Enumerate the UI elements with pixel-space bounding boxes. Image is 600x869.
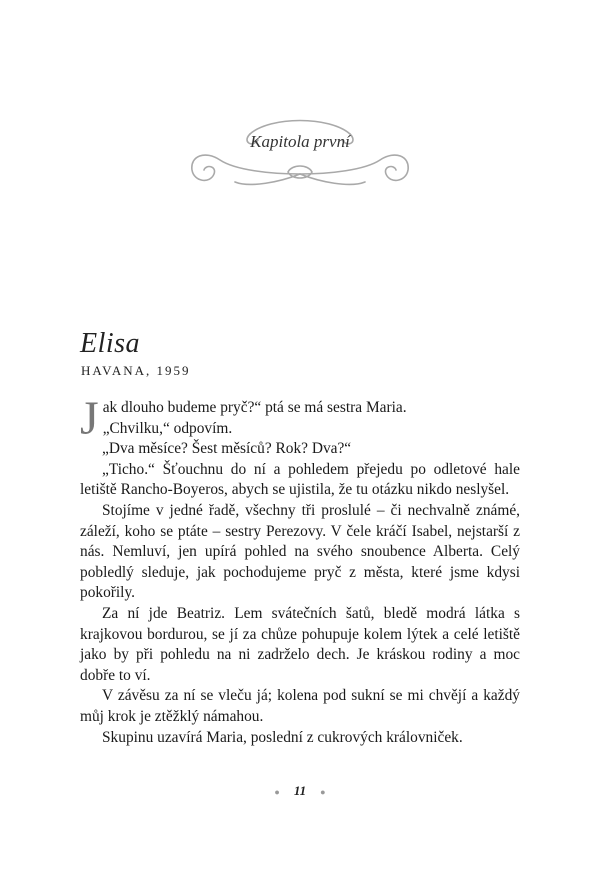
dot-ornament-icon: ● xyxy=(274,787,280,798)
drop-cap: J xyxy=(80,392,99,445)
page-footer xyxy=(0,783,600,799)
section-character-name: Elisa xyxy=(80,328,141,359)
chapter-title: Kapitola první xyxy=(250,132,350,151)
paragraph: „Ticho.“ Šťouchnu do ní a pohledem přejedu po odletové hale letiště Rancho-Boyeros, abych se ujistila, že tu otázku nikdo neslyšel. xyxy=(80,460,520,499)
paragraph: V závěsu za ní se vleču já; kolena pod sukní se mi chvějí a každý můj krok je ztěžklý námahou. xyxy=(80,687,520,725)
paragraph: Za ní jde Beatriz. Lem svátečních šatů, bledě modrá látka s krajkovou bordurou, se jí za chůze pohupuje kolem lýtek a celé letiště jako by při pohledu na ni zadrželo dech. Je kráskou rodiny a moc dobře to ví. xyxy=(80,604,520,684)
body-text xyxy=(80,392,520,748)
paragraph: „Dva měsíce? Šest měsíců? Rok? Dva?“ xyxy=(102,440,352,458)
flourish-ornament-icon xyxy=(180,112,420,202)
paragraph: Jak dlouho budeme pryč?“ ptá se má sestra Maria. xyxy=(80,392,407,445)
paragraph: „Chvilku,“ odpovím. xyxy=(102,419,233,437)
paragraph: Skupinu uzavírá Maria, poslední z cukrových královniček. xyxy=(102,728,463,746)
section-place-date: HAVANA, 1959 xyxy=(81,363,191,378)
dot-ornament-icon: ● xyxy=(320,787,326,798)
page-number: 11 xyxy=(293,783,307,798)
paragraph: Stojíme v jedné řadě, všechny tři proslulé – či nechvalně známé, záleží, koho se ptáte – sestry Perezovy. V čele kráčí Isabel, nejstarší z nás. Nemluví, jen upírá pohled na svého snoubence Alberta. Celý pobledlý sleduje, jak pochodujeme pryč z města, které jsme kdysi pokořily. xyxy=(80,501,520,602)
